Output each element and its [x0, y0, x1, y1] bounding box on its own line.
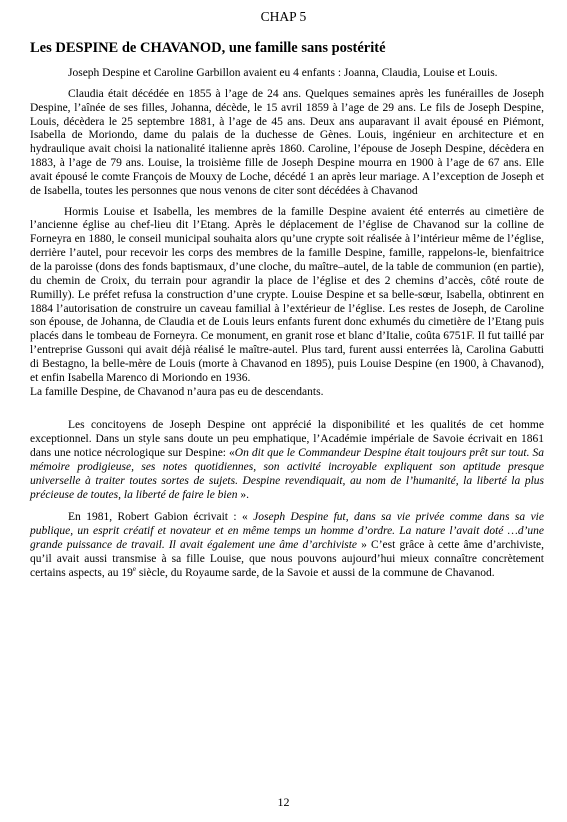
paragraph-6-rest: » C’est grâce à cette âme d’archiviste, qu’il avait aussi transmise à sa fille Louise, que nous pouvons aujourd’hui mieux connaître concrètement certains aspects, au 19 [30, 539, 544, 579]
paragraph-5 [30, 419, 544, 502]
paragraph-5-text: Les concitoyens de Joseph Despine ont apprécié la disponibilité et les qualités de cet homme exceptionnel. Dans un style sans doute un peu emphatique, l’Académie impériale de Savoie écrivait en 1861 dans une notice nécrologique sur Despine: « [30, 419, 544, 460]
paragraph-4: La famille Despine, de Chavanod n’aura pas eu de descendants. [30, 385, 324, 398]
paragraph-6-quote: Joseph Despine fut, dans sa vie privée comme dans sa vie publique, un esprit créatif et novateur et en même temps un homme d’ordre. La nature l’avait doté …d’une grande puissance de travail. Il avait également une âme d’archiviste [30, 511, 544, 552]
page-title: Les DESPINE de CHAVANOD, une famille sans postérité [30, 40, 386, 56]
chapter-header: CHAP 5 [260, 9, 307, 24]
paragraph-2: Claudia était décédée en 1855 à l’age de 24 ans. Quelques semaines après les funérailles de Joseph Despine, l’aînée de ses filles, Johanna, décède, le 15 avril 1859 à l’age de 29 ans. Le fils de Joseph Despine, Louis, décèdera le 25 septembre 1881, à l’age de 45 ans. Deux ans auparavant il avait épousé en Piémont, Isabella de Moriondo, dame du palais de la duchesse de Gènes. Louis, ingénieur en architecture et en hydraulique avait choisi la nationalité italienne après 1860. Caroline, l’épouse de Joseph Despine, décèdera en 1883, à l’age de 79 ans. Louise, la troisième fille de Joseph Despine mourra en 1900 à l’age de 67 ans. Elle avait épousé le comte François de Mouxy de Loche, décédé 1 an après leur mariage. A l’exception de Joseph et de Isabella, toutes les personnes que nous venons de citer sont décédées à Chavanod [30, 87, 544, 197]
paragraph-1: Joseph Despine et Caroline Garbillon avaient eu 4 enfants : Joanna, Claudia, Louise et Louis. [68, 67, 498, 79]
page-number: 12 [277, 795, 290, 809]
paragraph-6-text: En 1981, Robert Gabion écrivait : « [68, 511, 254, 524]
document-body [30, 67, 544, 581]
paragraph-5-quote: On dit que le Commandeur Despine était toujours prêt sur tout. Sa mémoire prodigieuse, ses notes quotidiennes, son activité incroyable expliquent son aptitude presque universelle à traiter toutes sortes de sujets. Despine revendiquait, au nom de l’humanité, la liberté la plus précieuse de toutes, la liberté de faire le bien [30, 447, 544, 501]
paragraph-5-end: ». [237, 488, 249, 501]
paragraph-3: Hormis Louise et Isabella, les membres de la famille Despine avaient été enterrés au cimetière de l’ancienne église au chef-lieu dit l’Etang. Après le déplacement de l’église de Chavanod sur la colline de Forneyra en 1880, le conseil municipal souhaita alors qu’une crypte soit réalisée à l’intérieur même de l’église, derrière l’autel, pour recevoir les corps des membres de la famille Despine, famille, rappelons-le, bienfaitrice de la paroisse (dons des fonds baptismaux, d’une cloche, du maître–autel, de la table de communion (en partie), du chemin de Croix, du terrain pour agrandir la place de l’église et des 2 chemins d’accès, côté route de Rumilly). Le préfet refusa la construction d’une crypte. Louise Despine et sa belle-sœur, Isabella, obtinrent en 1884 l’autorisation de construire un caveau familial à l’extérieur de l’église. Les restes de Joseph, de Caroline son épouse, de Johanna, de Claudia et de Louis leurs enfants furent donc exhumés du cimetière de l’Etang puis placés dans le tombeau de Forneyra. Ce monument, en granit rose et blanc d’Italie, coûta 6751F. Il fut taillé par l’entreprise Gussoni qui avait déjà réalisé le maître-autel. Plus tard, furent aussi enterrées là, Carolina Gabutti di Bestagno, la belle-mère de Louis (morte à Chavanod en 1895), puis Louise Despine (en 1900, à Chavanod), et enfin Isabella Marenco di Moriondo en 1936. [30, 205, 544, 384]
paragraph-6 [30, 511, 544, 580]
superscript-e: e [132, 564, 136, 573]
paragraph-6-tail: siècle, du Royaume sarde, de la Savoie et aussi de la commune de Chavanod. [135, 566, 495, 579]
